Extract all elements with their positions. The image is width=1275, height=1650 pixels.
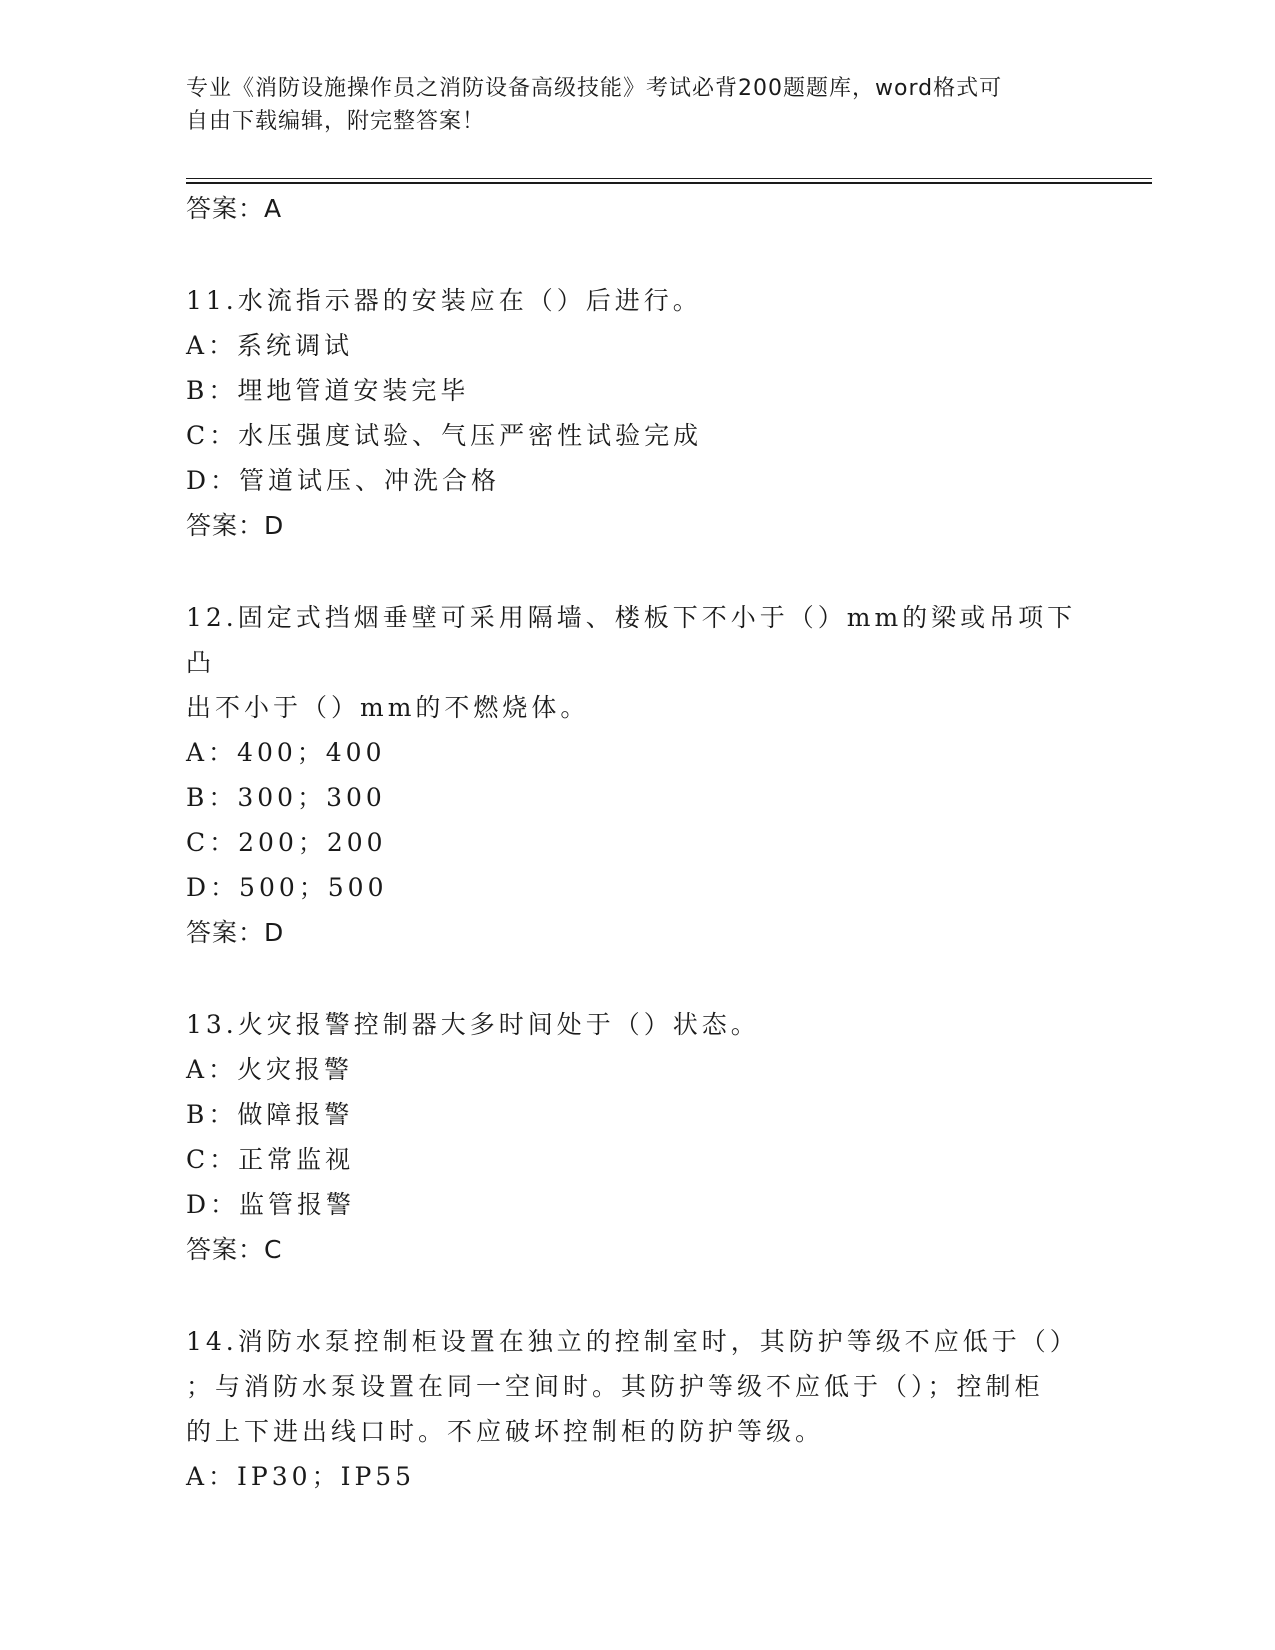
question-11 [186,278,1086,549]
answer-line: 答案：C [186,1235,283,1264]
question-text: 的上下进出线口时。不应破坏控制柜的防护等级。 [186,1417,825,1446]
question-text: 12.固定式挡烟垂壁可采用隔墙、楼板下不小于（）mm的梁或吊项下凸 [186,603,1077,677]
option-c: C：水压强度试验、气压严密性试验完成 [186,421,703,450]
question-14 [186,1319,1086,1499]
question-text: 13.火灾报警控制器大多时间处于（）状态。 [186,1010,760,1039]
answer-line: 答案：A [186,194,283,223]
question-text: 14.消防水泵控制柜设置在独立的控制室时，其防护等级不应低于（） [186,1327,1079,1356]
header-line-1: 专业《消防设施操作员之消防设备高级技能》考试必背200题题库，word格式可 [186,76,1003,101]
option-a: A：火灾报警 [186,1055,354,1084]
question-13 [186,1002,1086,1273]
question-list [186,186,1086,1499]
option-a: A：400；400 [186,738,386,767]
header-divider-thick [186,182,1152,184]
header-divider-thin [186,178,1152,179]
question-text: 11.水流指示器的安装应在（）后进行。 [186,286,702,315]
option-d: D：监管报警 [186,1190,356,1219]
question-text: ；与消防水泵设置在同一空间时。其防护等级不应低于（）；控制柜 [186,1372,1044,1401]
option-d: D：500；500 [186,873,388,902]
question-12 [186,595,1086,956]
document-header [186,72,1066,138]
option-b: B：做障报警 [186,1100,354,1129]
option-b: B：300；300 [186,783,386,812]
option-a: A：系统调试 [186,331,354,360]
question-text: 出不小于（）mm的不燃烧体。 [186,693,590,722]
option-c: C：正常监视 [186,1145,355,1174]
option-a: A：IP30；IP55 [186,1462,416,1491]
option-d: D：管道试压、冲洗合格 [186,466,501,495]
header-line-2: 自由下载编辑，附完整答案！ [186,109,486,134]
option-c: C：200；200 [186,828,387,857]
answer-line: 答案：D [186,918,285,947]
answer-line: 答案：D [186,511,285,540]
option-b: B：埋地管道安装完毕 [186,376,470,405]
